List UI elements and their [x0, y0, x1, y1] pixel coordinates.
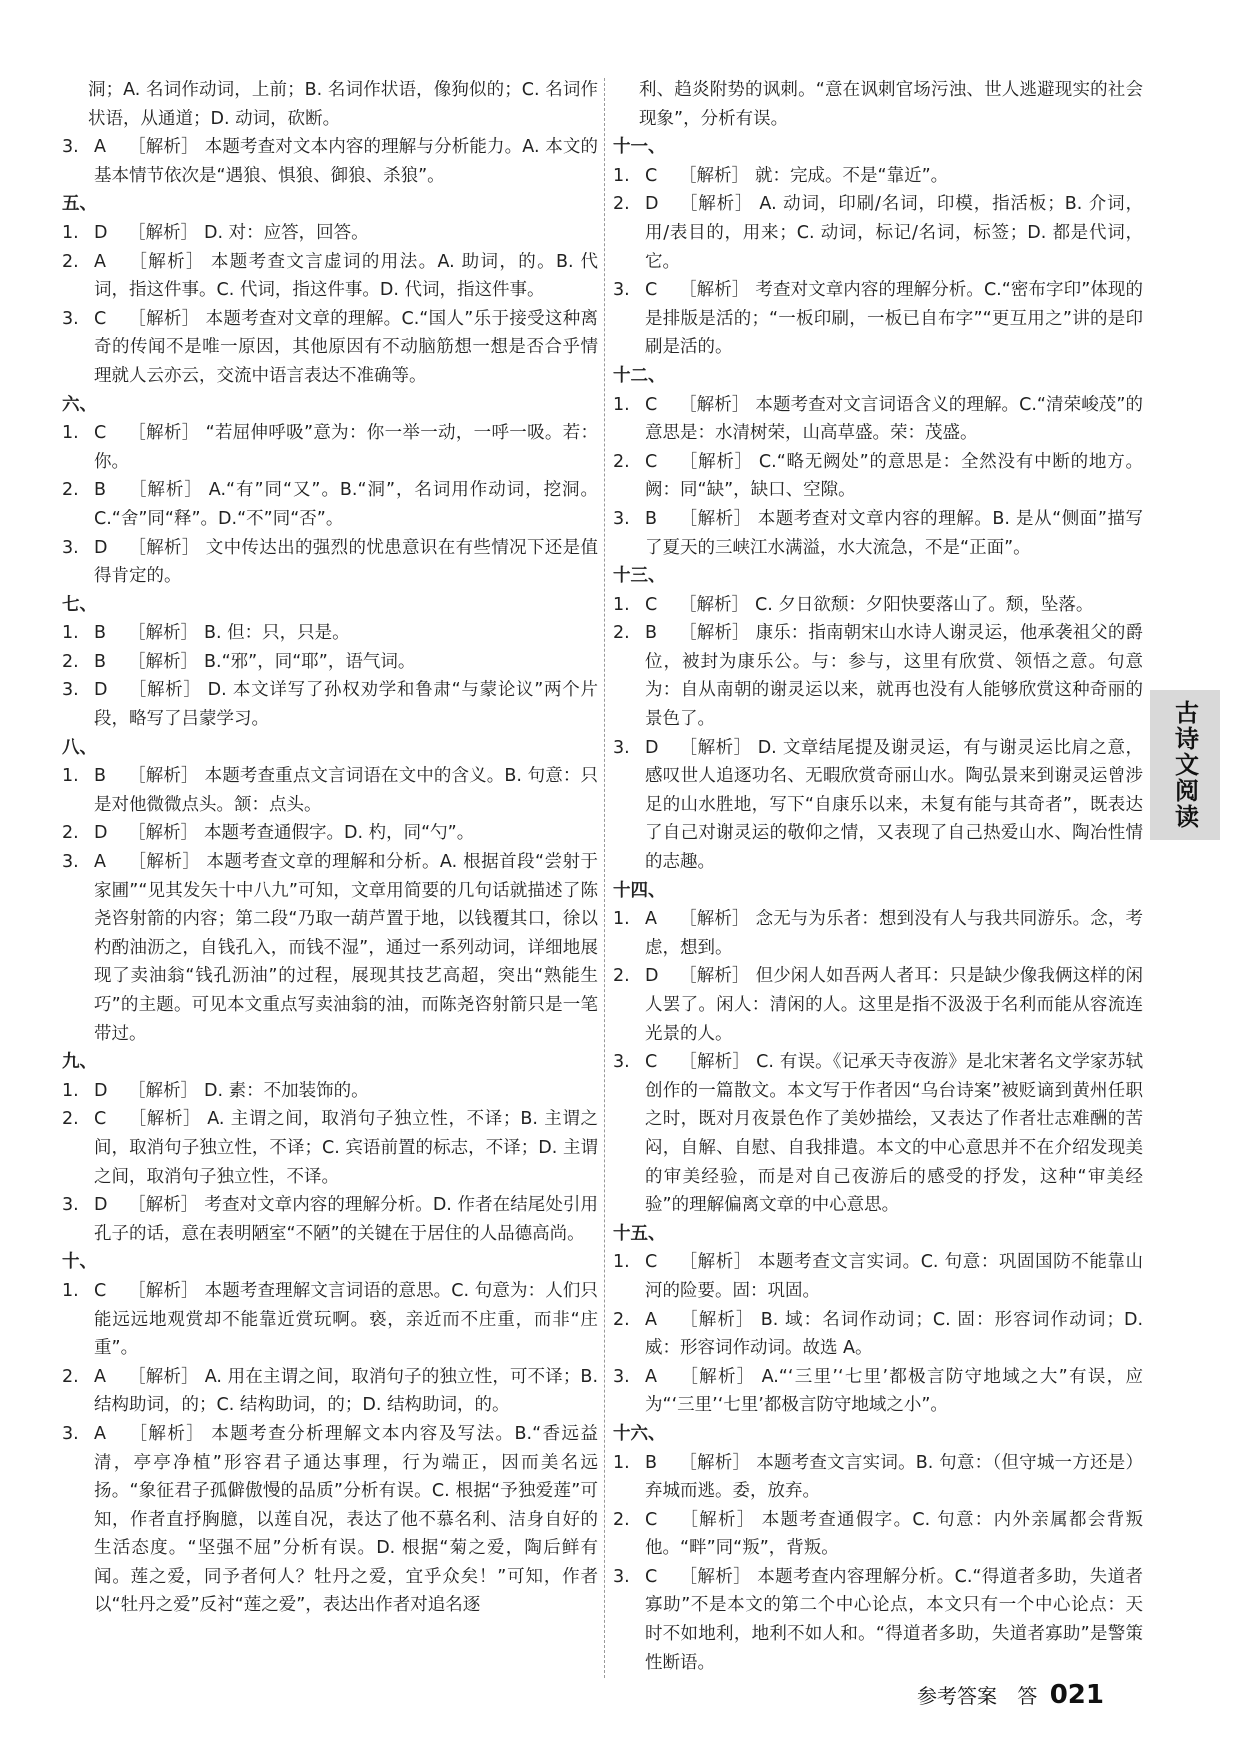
analysis-tag: ［解析］ [679, 1509, 756, 1530]
answer-item [62, 648, 598, 677]
answer-item [62, 619, 598, 648]
analysis-text: D. 素：不加装饰的。 [204, 1080, 369, 1101]
answer-item [62, 1420, 598, 1620]
analysis-text: 考查对文章内容的理解分析。C.“密布字印”体现的是排版是活的；“一板印刷，一板已自布字”“更互用之”讲的是印刷是活的。 [645, 280, 1143, 358]
analysis-tag: ［解析］ [679, 737, 752, 758]
question-number: 2. [613, 194, 630, 215]
answer-choice: C [645, 280, 658, 301]
continued-paragraph: 利、趋炎附势的讽刺。“意在讽刺官场污浊、世人逃避现实的社会现象”，分析有误。 [639, 80, 1143, 129]
analysis-text: D. 文章结尾提及谢灵运，有与谢灵运比肩之意，感叹世人追逐功名、无暇欣赏奇丽山水。陶弘景来到谢灵运曾涉足的山水胜地，写下“自康乐以来，未复有能与其奇者”，既表达了自己对谢灵运的敬仰之情，又表现了自己热爱山水、陶冶性情的志趣。 [645, 737, 1143, 873]
answer-choice: C [645, 165, 658, 186]
analysis-tag: ［解析］ [679, 508, 752, 529]
footer-label: 参考答案 [917, 1684, 997, 1708]
analysis-text: 本题考查文言实词。B. 句意：（但守城一方还是）弃城而逃。委，放弃。 [645, 1452, 1144, 1502]
question-number: 3. [62, 537, 79, 558]
column-divider [604, 78, 605, 1678]
analysis-tag: ［解析］ [679, 1366, 756, 1387]
page-footer [917, 1680, 1104, 1710]
analysis-tag: ［解析］ [128, 1080, 198, 1101]
answer-item [613, 905, 1143, 962]
right-answer-list [613, 133, 1143, 1677]
analysis-tag: ［解析］ [128, 1423, 206, 1444]
side-tab-label: 古诗文阅读 [1170, 700, 1199, 830]
answer-item [62, 1105, 598, 1191]
section-side-tab [1150, 690, 1220, 840]
question-number: 1. [613, 594, 630, 615]
section-heading: 九、 [62, 1052, 97, 1073]
question-number: 1. [613, 909, 630, 930]
answer-item [613, 190, 1143, 276]
analysis-tag: ［解析］ [679, 1309, 755, 1330]
answer-choice: C [645, 451, 658, 472]
question-number: 3. [613, 1052, 630, 1073]
answer-item [62, 219, 598, 248]
question-number: 1. [613, 165, 630, 186]
question-number: 1. [613, 1452, 630, 1473]
answer-item [613, 1563, 1143, 1677]
answer-choice: C [645, 394, 658, 415]
answer-choice: A [94, 1366, 106, 1387]
answer-item [62, 476, 598, 533]
answer-choice: B [645, 623, 658, 644]
answer-choice: C [94, 308, 107, 329]
question-number: 3. [62, 852, 79, 873]
question-number: 3. [62, 1423, 79, 1444]
answer-choice: A [645, 1309, 657, 1330]
answer-item [613, 1048, 1143, 1220]
analysis-text: 念无与为乐者：想到没有人与我共同游乐。念，考虑，想到。 [645, 909, 1143, 958]
analysis-tag: ［解析］ [679, 394, 750, 415]
question-number: 1. [62, 623, 79, 644]
section-heading: 六、 [62, 394, 97, 415]
analysis-text: A.“有”同“又”。B.“洞”，名词用作动词，挖洞。C.“舍”同“释”。D.“不”同“否”。 [94, 480, 599, 529]
analysis-text: “若屈伸呼吸”意为：你一举一动，一呼一吸。若：你。 [94, 423, 599, 472]
answer-item [62, 676, 598, 733]
analysis-text: 本题考查对文章的理解。C.“国人”乐于接受这种离奇的传闻不是唯一原因，其他原因有不动脑筋想一想是否合乎情理就人云亦云，交流中语言表达不准确等。 [94, 308, 598, 386]
question-number: 2. [62, 651, 79, 672]
section-heading: 十二、 [613, 365, 666, 386]
analysis-text: 本题考查内容理解分析。C.“得道者多助，失道者寡助”不是本文的第二个中心论点，本文只有一个中心论点：天时不如地利，地利不如人和。“得道者多助，失道者寡助”是警策性断语。 [645, 1566, 1143, 1673]
analysis-tag: ［解析］ [128, 1195, 199, 1216]
analysis-tag: ［解析］ [679, 1566, 752, 1587]
answer-item [62, 248, 598, 305]
answer-choice: A [94, 137, 106, 158]
section-heading: 十三、 [613, 566, 666, 587]
answer-item [62, 1363, 598, 1420]
analysis-text: D. 对：应答，回答。 [204, 222, 369, 243]
answer-item [62, 819, 598, 848]
question-number: 3. [62, 137, 79, 158]
analysis-tag: ［解析］ [128, 480, 203, 501]
analysis-tag: ［解析］ [128, 1366, 199, 1387]
answer-choice: B [645, 1452, 658, 1473]
analysis-text: C. 夕日欲颓：夕阳快要落山了。颓，坠落。 [755, 594, 1094, 615]
answer-choice: D [645, 966, 659, 987]
continued-paragraph: 洞；A. 名词作动词，上前；B. 名词作状语，像狗似的；C. 名词作状语，从通道；D. 动词，砍断。 [88, 80, 598, 129]
footer-prefix: 答 [1017, 1684, 1038, 1708]
analysis-text: 但少闲人如吾两人者耳：只是缺少像我俩这样的闲人罢了。闲人：清闲的人。这里是指不汲汲于名利而能从容流连光景的人。 [645, 966, 1143, 1044]
question-number: 3. [613, 737, 630, 758]
answer-item [62, 133, 598, 190]
analysis-tag: ［解析］ [679, 1052, 751, 1073]
left-lead-paragraphs [62, 76, 598, 133]
answer-choice: B [94, 623, 107, 644]
analysis-text: C.“略无阙处”的意思是：全然没有中断的地方。阙：同“缺”，缺口、空隙。 [645, 451, 1143, 501]
answer-choice: D [94, 680, 108, 701]
answer-choice: C [645, 1052, 658, 1073]
analysis-tag: ［解析］ [679, 165, 749, 186]
analysis-text: 本题考查通假字。D. 杓，同“勺”。 [204, 823, 475, 844]
analysis-text: B. 域：名词作动词；C. 固：形容词作动词；D. 威：形容词作动词。故选 A。 [645, 1309, 1144, 1359]
answer-item [62, 1277, 598, 1363]
section-heading: 十、 [62, 1252, 97, 1273]
answer-item [62, 1191, 598, 1248]
answer-item [613, 391, 1143, 448]
analysis-tag: ［解析］ [128, 823, 198, 844]
question-number: 2. [62, 480, 79, 501]
answer-choice: D [94, 1080, 108, 1101]
analysis-text: A. 动词，印刷/名词，印模，指活板；B. 介词，用/表目的，用来；C. 动词，标记/名词，标签；D. 都是代词，它。 [645, 194, 1143, 272]
analysis-text: 本题考查对文本内容的理解与分析能力。A. 本文的基本情节依次是“遇狼、惧狼、御狼、杀狼”。 [94, 137, 598, 186]
answer-item [613, 734, 1143, 877]
answer-item [613, 1363, 1143, 1420]
analysis-text: 本题考查文章的理解和分析。A. 根据首段“尝射于家圃”“见其发矢十中八九”可知，文章用简要的几句话就描述了陈尧咨射箭的内容；第二段“乃取一葫芦置于地，以钱覆其口，徐以杓酌油沥之，自钱孔入，而钱不湿”，通过一系列动词，详细地展现了卖油翁“钱孔沥油”的过程，展现其技艺高超，突出“熟能生巧”的主题。可见本文重点写卖油翁的油，而陈尧咨射箭只是一笔带过。 [94, 852, 599, 1044]
analysis-text: 康乐：指南朝宋山水诗人谢灵运，他承袭祖父的爵位，被封为康乐公。与：参与，这里有欣赏、领悟之意。句意为：自从南朝的谢灵运以来，就再也没有人能够欣赏这种奇丽的景色了。 [645, 623, 1143, 730]
answer-choice: D [94, 1195, 108, 1216]
analysis-tag: ［解析］ [679, 451, 753, 472]
answer-item [62, 419, 598, 476]
question-number: 1. [62, 766, 79, 787]
analysis-tag: ［解析］ [128, 1109, 202, 1130]
analysis-tag: ［解析］ [128, 651, 198, 672]
right-lead-paragraphs [613, 76, 1143, 133]
answer-choice: C [645, 1566, 658, 1587]
question-number: 2. [62, 1366, 79, 1387]
answer-item [613, 591, 1143, 620]
analysis-tag: ［解析］ [128, 537, 200, 558]
answer-choice: A [94, 852, 106, 873]
section-heading: 十一、 [613, 137, 666, 158]
question-number: 2. [613, 1509, 630, 1530]
answer-choice: C [94, 1280, 107, 1301]
analysis-tag: ［解析］ [679, 909, 750, 930]
left-column [62, 76, 598, 1620]
answer-choice: C [645, 1252, 658, 1273]
analysis-text: 本题考查对文章内容的理解。B. 是从“侧面”描写了夏天的三峡江水满溢，水大流急，不是“正面”。 [645, 508, 1144, 558]
answer-item [62, 305, 598, 391]
question-number: 3. [613, 1366, 630, 1387]
question-number: 3. [62, 1195, 79, 1216]
question-number: 2. [613, 1309, 630, 1330]
question-number: 1. [613, 1252, 630, 1273]
answer-item [613, 962, 1143, 1048]
answer-choice: D [94, 537, 108, 558]
analysis-text: 本题考查理解文言词语的意思。C. 句意为：人们只能远远地观赏却不能靠近赏玩啊。亵，亲近而不庄重，而非“庄重”。 [94, 1280, 599, 1359]
question-number: 3. [613, 1566, 630, 1587]
answer-choice: C [94, 423, 107, 444]
analysis-text: A. 主谓之间，取消句子独立性，不译；B. 主谓之间，取消句子独立性，不译；C. 宾语前置的标志，不译；D. 主谓之间，取消句子独立性，不译。 [94, 1109, 599, 1187]
analysis-tag: ［解析］ [128, 623, 198, 644]
analysis-tag: ［解析］ [679, 280, 750, 301]
answer-item [62, 534, 598, 591]
question-number: 1. [62, 222, 79, 243]
answer-item [613, 448, 1143, 505]
analysis-text: C. 有误。《记承天寺夜游》是北宋著名文学家苏轼创作的一篇散文。本文写于作者因“乌台诗案”被贬谪到黄州任职之时，既对月夜景色作了美妙描绘，又表达了作者壮志难酬的苦闷，自解、自慰、自我排遣。本文的中心意思并不在介绍发现美的审美经验，而是对自己夜游后的感受的抒发，这种“审美经验”的理解偏离文章的中心意思。 [645, 1052, 1144, 1216]
analysis-text: B.“邪”，同“耶”，语气词。 [204, 651, 416, 672]
question-number: 2. [613, 451, 630, 472]
answer-item [613, 1306, 1143, 1363]
section-heading: 八、 [62, 737, 97, 758]
analysis-tag: ［解析］ [679, 623, 750, 644]
question-number: 1. [62, 423, 79, 444]
question-number: 2. [613, 966, 630, 987]
answer-item [613, 1449, 1143, 1506]
analysis-tag: ［解析］ [679, 1452, 751, 1473]
question-number: 2. [62, 823, 79, 844]
answer-choice: D [645, 737, 659, 758]
analysis-text: 本题考查分析理解文本内容及写法。B.“香远益清，亭亭净植”形容君子通达事理，行为端正，因而美名远扬。“象征君子孤僻傲慢的品质”分析有误。C. 根据“予独爱莲”可知，作者直抒胸臆，以莲自况，表达了他不慕名利、洁身自好的生活态度。“坚强不屈”分析有误。D. 根据“菊之爱，陶后鲜有闻。莲之爱，同予者何人？牡丹之爱，宜乎众矣！”可知，作者以“牡丹之爱”反衬“莲之爱”，表达出作者对追名逐 [94, 1423, 598, 1616]
question-number: 3. [62, 308, 79, 329]
analysis-tag: ［解析］ [679, 194, 754, 215]
analysis-text: 本题考查文言虚词的用法。A. 助词，的。B. 代词，指这件事。C. 代词，指这件事。D. 代词，指这件事。 [94, 251, 599, 301]
answer-item [613, 505, 1143, 562]
analysis-tag: ［解析］ [679, 1252, 752, 1273]
section-heading: 十六、 [613, 1423, 666, 1444]
analysis-text: 本题考查对文言词语含义的理解。C.“清荣峻茂”的意思是：水清树荣，山高草盛。荣：茂盛。 [645, 394, 1143, 444]
analysis-text: B. 但：只，只是。 [204, 623, 350, 644]
section-heading: 五、 [62, 194, 97, 215]
answer-item [613, 276, 1143, 362]
answer-item [613, 619, 1143, 733]
question-number: 1. [62, 1280, 79, 1301]
answer-choice: A [645, 909, 657, 930]
answer-choice: D [94, 823, 108, 844]
answer-choice: B [94, 480, 107, 501]
section-heading: 十四、 [613, 880, 666, 901]
analysis-tag: ［解析］ [128, 423, 200, 444]
answer-choice: B [94, 651, 107, 672]
answer-choice: C [94, 1109, 107, 1130]
question-number: 2. [62, 251, 79, 272]
section-heading: 十五、 [613, 1223, 666, 1244]
question-number: 2. [613, 623, 630, 644]
analysis-text: D. 本文详写了孙权劝学和鲁肃“与蒙论议”两个片段，略写了吕蒙学习。 [94, 680, 598, 730]
answer-choice: C [645, 1509, 658, 1530]
analysis-tag: ［解析］ [128, 680, 202, 701]
analysis-text: A. 用在主谓之间，取消句子的独立性，可不译；B. 结构助词，的；C. 结构助词，的；D. 结构助词，的。 [94, 1366, 599, 1416]
analysis-tag: ［解析］ [128, 1280, 199, 1301]
answer-item [613, 162, 1143, 191]
analysis-text: A.“‘三里’‘七里’都极言防守地域之大”有误，应为“‘三里’‘七里’都极言防守地域之小”。 [645, 1366, 1143, 1416]
answer-choice: A [94, 1423, 106, 1444]
left-answer-list [62, 133, 598, 1620]
analysis-tag: ［解析］ [128, 766, 199, 787]
analysis-text: 就：完成。不是“靠近”。 [755, 165, 949, 186]
question-number: 2. [62, 1109, 79, 1130]
analysis-tag: ［解析］ [128, 222, 198, 243]
analysis-text: 本题考查文言实词。C. 句意：巩固国防不能靠山河的险要。固：巩固。 [645, 1252, 1144, 1301]
answer-item [62, 1077, 598, 1106]
answer-choice: B [645, 508, 658, 529]
analysis-tag: ［解析］ [128, 137, 199, 158]
question-number: 3. [613, 280, 630, 301]
analysis-tag: ［解析］ [128, 251, 205, 272]
answer-choice: B [94, 766, 107, 787]
answer-choice: C [645, 594, 658, 615]
analysis-text: 考查对文章内容的理解分析。D. 作者在结尾处引用孔子的话，意在表明陋室“不陋”的关键在于居住的人品德高尚。 [94, 1195, 599, 1244]
question-number: 1. [62, 1080, 79, 1101]
section-heading: 七、 [62, 594, 97, 615]
answer-item [62, 762, 598, 819]
answer-choice: D [94, 222, 108, 243]
analysis-tag: ［解析］ [128, 852, 201, 873]
question-number: 1. [613, 394, 630, 415]
analysis-text: 文中传达出的强烈的忧患意识在有些情况下还是值得肯定的。 [94, 537, 599, 587]
analysis-tag: ［解析］ [128, 308, 200, 329]
right-column [613, 76, 1143, 1677]
analysis-tag: ［解析］ [679, 966, 750, 987]
analysis-text: 本题考查通假字。C. 句意：内外亲属都会背叛他。“畔”同“叛”，背叛。 [645, 1509, 1144, 1559]
question-number: 3. [62, 680, 79, 701]
analysis-tag: ［解析］ [679, 594, 749, 615]
question-number: 3. [613, 508, 630, 529]
answer-choice: A [94, 251, 106, 272]
analysis-text: 本题考查重点文言词语在文中的含义。B. 句意：只是对他微微点头。颔：点头。 [94, 766, 598, 815]
answer-choice: D [645, 194, 659, 215]
answer-item [613, 1248, 1143, 1305]
answer-choice: A [645, 1366, 657, 1387]
answer-item [613, 1506, 1143, 1563]
page-number: 021 [1049, 1680, 1104, 1710]
answer-item [62, 848, 598, 1048]
